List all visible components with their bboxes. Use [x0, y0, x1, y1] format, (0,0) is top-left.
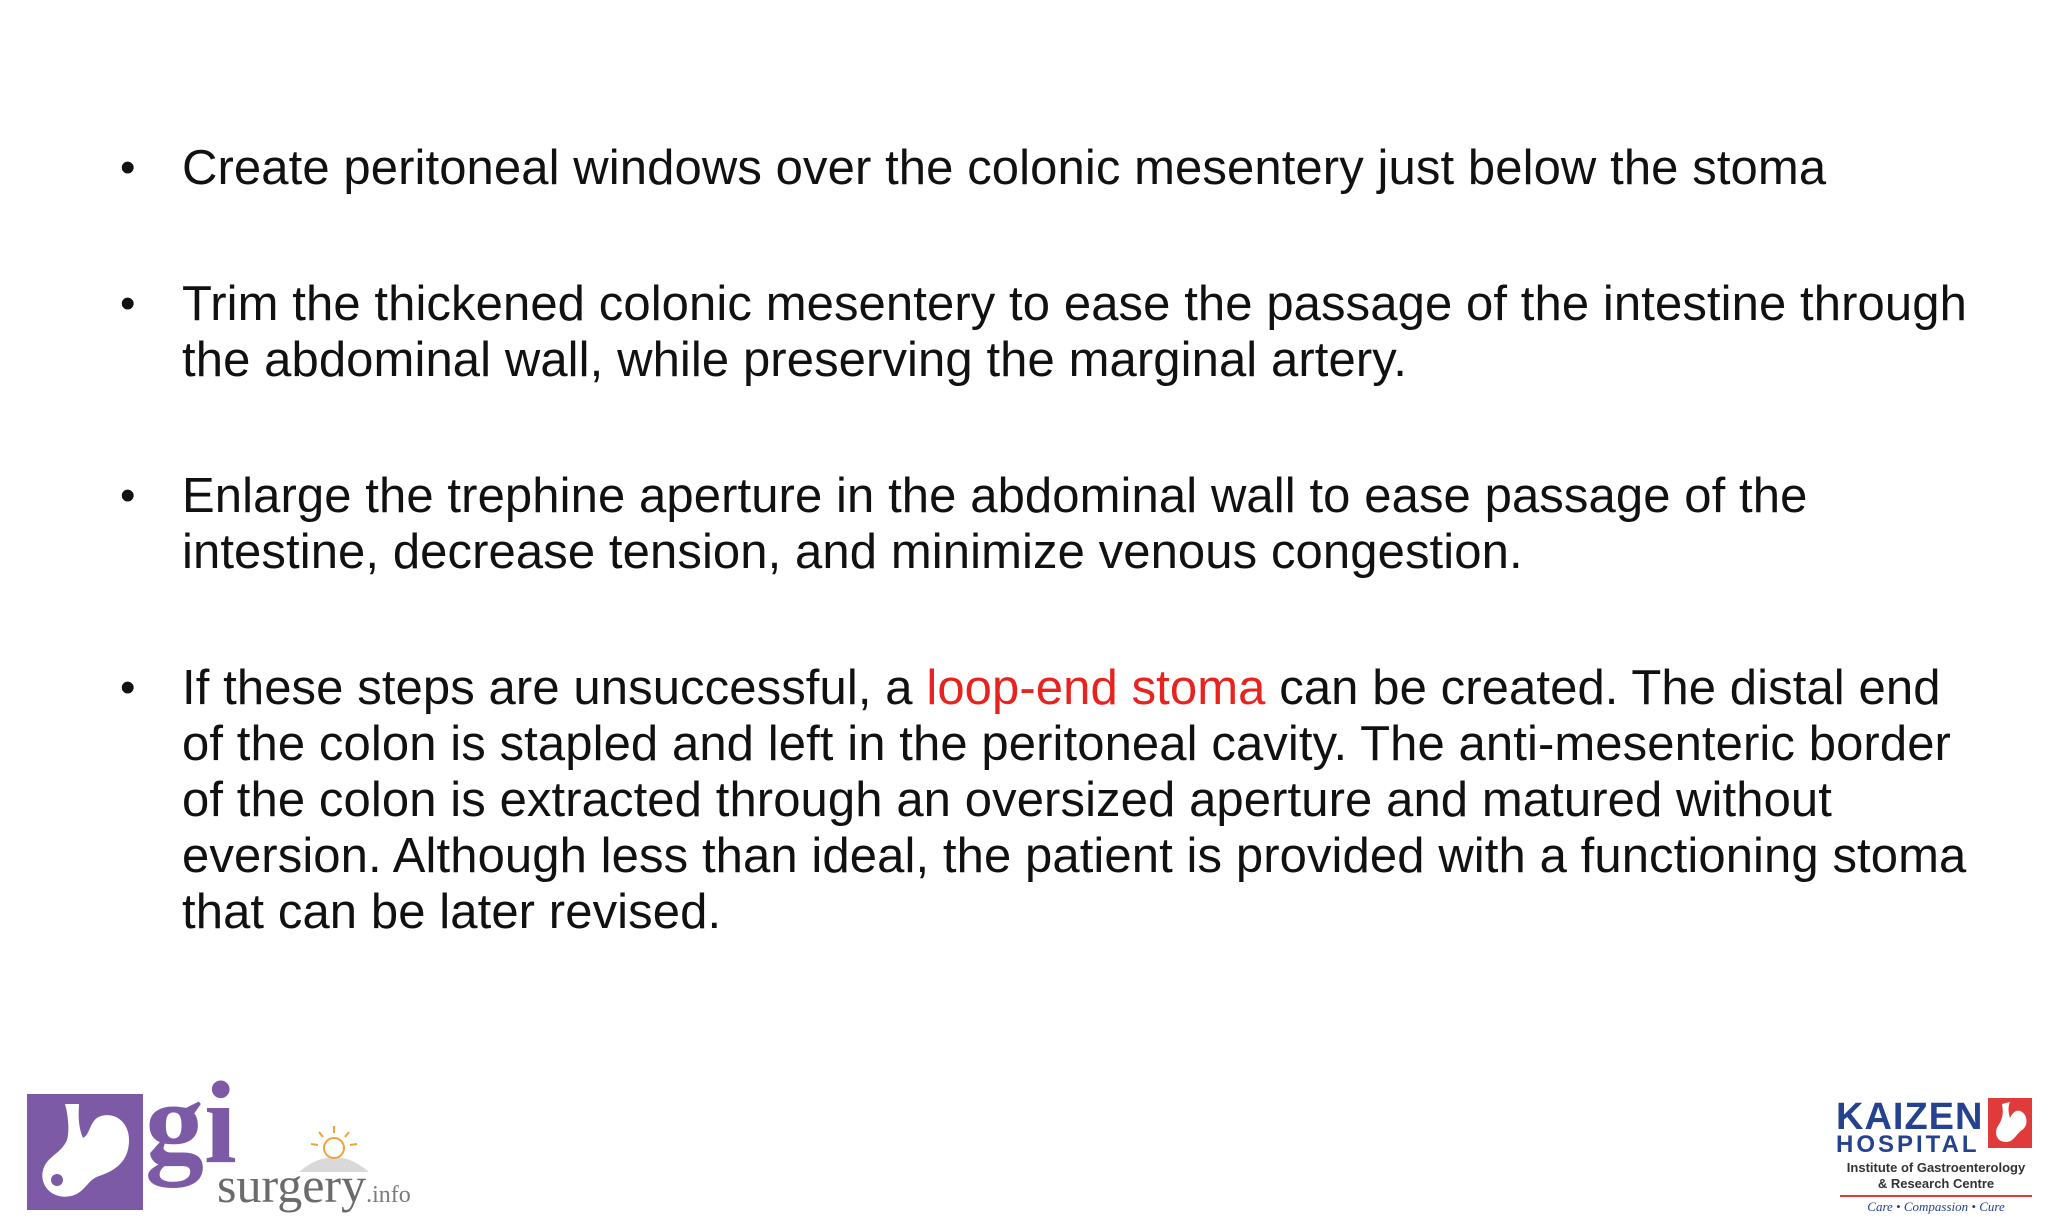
bullet-dot: •	[120, 471, 136, 520]
logo-info-word: .info	[366, 1182, 411, 1208]
bullet-text: Create peritoneal windows over the colonic mesentery just below the stoma	[182, 141, 1827, 195]
bullet-item-3	[118, 468, 1978, 580]
kaizen-research-line: & Research Centre	[1877, 1176, 1995, 1191]
bullet-text: Trim the thickened colonic mesentery to ease the passage of the intestine through the abdominal wall, while preserving the marginal artery.	[182, 277, 1967, 387]
bullet-item-1	[118, 140, 1978, 196]
gisurgery-logo	[27, 1057, 447, 1214]
bullet-dot: •	[120, 143, 136, 192]
kaizen-divider	[1840, 1195, 2032, 1197]
logo-surgery-word: surgery	[217, 1157, 367, 1213]
bullet-item-4	[118, 660, 1978, 940]
bullet-dot: •	[120, 663, 136, 712]
bullet-text-before: If these steps are unsuccessful, a	[182, 661, 927, 715]
bullet-list	[118, 140, 1978, 940]
kaizen-hospital-logo	[1836, 1098, 2036, 1216]
bullet-text-after: can be created. The distal end of the colon is stapled and left in the peritoneal cavity. The anti-mesenteric border of the colon is extracted through an oversized aperture and matured without eversion. Although less than ideal, the patient is provided with a functioning stoma that can be later revised.	[182, 661, 1967, 939]
highlighted-term: loop-end stoma	[926, 661, 1266, 715]
stomach-mark-icon	[1988, 1098, 2032, 1148]
bullet-item-2	[118, 276, 1978, 388]
stomach-icon	[27, 1094, 143, 1210]
logo-gi-text: gi	[145, 1057, 237, 1188]
kaizen-hospital-word: HOSPITAL	[1836, 1131, 1980, 1158]
logo-surgery-text	[217, 1157, 411, 1220]
bullet-text: Enlarge the trephine aperture in the abdominal wall to ease passage of the intestine, decrease tension, and minimize venous congestion.	[182, 469, 1808, 579]
kaizen-tagline: Care • Compassion • Cure	[1867, 1199, 2005, 1214]
kaizen-institute-line: Institute of Gastroenterology	[1846, 1160, 2026, 1175]
bullet-dot: •	[120, 279, 136, 328]
kaizen-name: KAIZEN	[1836, 1096, 1984, 1138]
